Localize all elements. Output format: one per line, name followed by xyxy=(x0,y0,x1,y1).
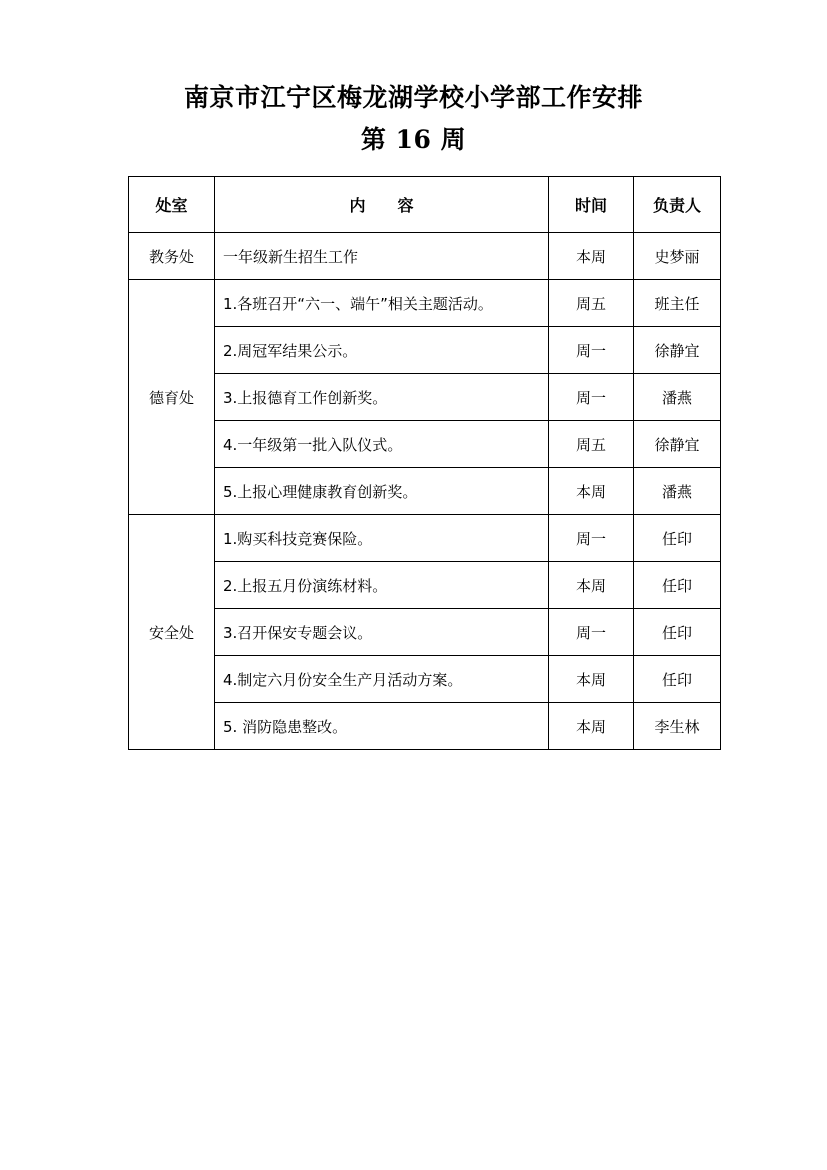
time-cell: 周一 xyxy=(549,327,634,374)
header-content: 内 容 xyxy=(215,177,549,233)
table-row xyxy=(129,703,721,750)
department-cell: 德育处 xyxy=(129,280,215,515)
content-cell: 1.购买科技竞赛保险。 xyxy=(215,515,549,562)
time-cell: 周一 xyxy=(549,609,634,656)
table-row xyxy=(129,656,721,703)
time-cell: 周五 xyxy=(549,280,634,327)
owner-cell: 任印 xyxy=(634,609,721,656)
table-row xyxy=(129,421,721,468)
time-cell: 周五 xyxy=(549,421,634,468)
content-cell: 2.周冠军结果公示。 xyxy=(215,327,549,374)
document-title: 南京市江宁区梅龙湖学校小学部工作安排 xyxy=(183,83,643,112)
table-row xyxy=(129,280,721,327)
schedule-table xyxy=(128,176,721,750)
owner-cell: 徐静宜 xyxy=(634,327,721,374)
time-cell: 本周 xyxy=(549,703,634,750)
department-cell: 安全处 xyxy=(129,515,215,750)
content-cell: 5. 消防隐患整改。 xyxy=(215,703,549,750)
table-row xyxy=(129,374,721,421)
table-row xyxy=(129,327,721,374)
header-owner: 负责人 xyxy=(634,177,721,233)
time-cell: 周一 xyxy=(549,374,634,421)
header-time: 时间 xyxy=(549,177,634,233)
content-cell: 3.上报德育工作创新奖。 xyxy=(215,374,549,421)
content-cell: 一年级新生招生工作 xyxy=(215,233,549,280)
content-cell: 2.上报五月份演练材料。 xyxy=(215,562,549,609)
content-cell: 1.各班召开“六一、端午”相关主题活动。 xyxy=(215,280,549,327)
table-row xyxy=(129,233,721,280)
time-cell: 本周 xyxy=(549,656,634,703)
owner-cell: 任印 xyxy=(634,562,721,609)
time-cell: 本周 xyxy=(549,233,634,280)
owner-cell: 史梦丽 xyxy=(634,233,721,280)
week-subtitle: 第 16 周 xyxy=(360,125,467,154)
time-cell: 本周 xyxy=(549,468,634,515)
owner-cell: 任印 xyxy=(634,656,721,703)
owner-cell: 潘燕 xyxy=(634,374,721,421)
table-row xyxy=(129,468,721,515)
table-row xyxy=(129,515,721,562)
content-cell: 5.上报心理健康教育创新奖。 xyxy=(215,468,549,515)
header-department: 处室 xyxy=(129,177,215,233)
table-row xyxy=(129,562,721,609)
content-cell: 4.一年级第一批入队仪式。 xyxy=(215,421,549,468)
owner-cell: 李生林 xyxy=(634,703,721,750)
table-header-row xyxy=(129,177,721,233)
content-cell: 4.制定六月份安全生产月活动方案。 xyxy=(215,656,549,703)
content-cell: 3.召开保安专题会议。 xyxy=(215,609,549,656)
time-cell: 周一 xyxy=(549,515,634,562)
owner-cell: 徐静宜 xyxy=(634,421,721,468)
owner-cell: 任印 xyxy=(634,515,721,562)
owner-cell: 班主任 xyxy=(634,280,721,327)
department-cell: 教务处 xyxy=(129,233,215,280)
owner-cell: 潘燕 xyxy=(634,468,721,515)
table-row xyxy=(129,609,721,656)
time-cell: 本周 xyxy=(549,562,634,609)
